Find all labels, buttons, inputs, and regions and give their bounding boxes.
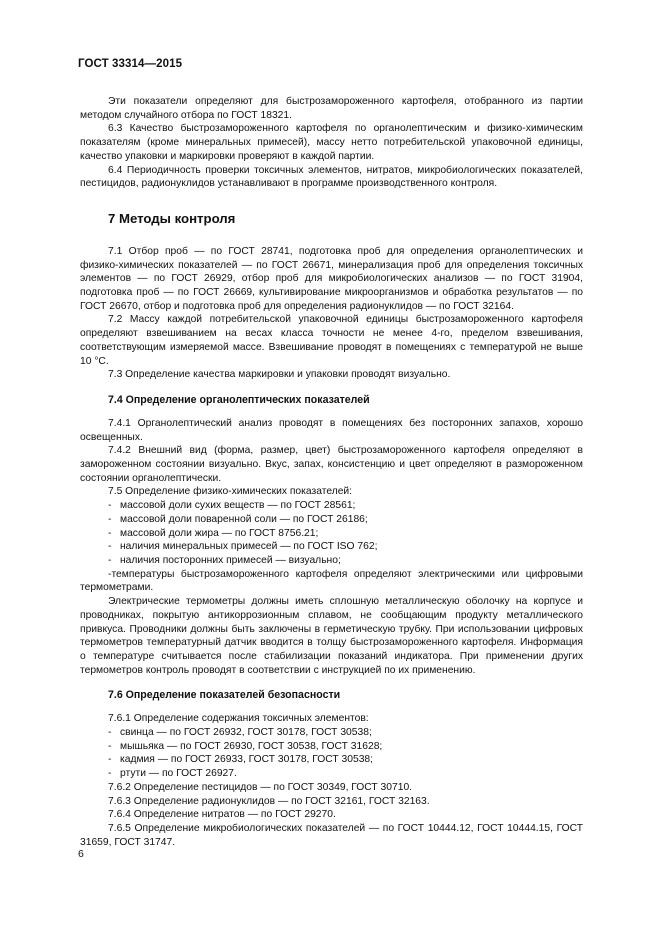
paragraph: 7.6.3 Определение радионуклидов — по ГОСТ 32161, ГОСТ 32163. [108,795,430,807]
paragraph: 7.3 Определение качества маркировки и упаковки проводят визуально. [108,369,451,381]
paragraph: 6.3 Качество быстрозамороженного картофеля по органолептическим и физико-химическим показателям (кроме минеральных примесей), массу нетто потребительской упаковочной единицы, качество упаковки и маркировки проверяют в каждой партии. [80,123,583,162]
list [80,726,583,781]
subsection-heading: 7.4 Определение органолептических показателей [108,393,370,406]
document-body [80,95,583,849]
list-item: - массовой доли сухих веществ — по ГОСТ 28561; [108,500,356,512]
document-header: ГОСТ 33314—2015 [78,58,183,70]
subsection-heading: 7.6 Определение показателей безопасности [108,689,341,702]
list-item: - массовой доли поваренной соли — по ГОСТ 26186; [108,513,368,525]
list-item: - массовой доли жира — по ГОСТ 8756.21; [108,527,319,539]
paragraph: Эти показатели определяют для быстрозамороженного картофеля, отобранного из партии методом случайного отбора по ГОСТ 18321. [80,96,583,121]
paragraph: 7.4.2 Внешний вид (форма, размер, цвет) быстрозамороженного картофеля определяют в замороженном состоянии визуально. Вкус, запах, консистенцию и цвет определяют в размороженном состоянии органолептически. [80,445,583,484]
list-item: -температуры быстрозамороженного картофеля определяют электрическими или цифровыми термометрами. [80,568,583,594]
paragraph: 7.4.1 Органолептический анализ проводят в помещениях без посторонних запахов, хорошо освещенных. [80,417,583,443]
paragraph: 7.6.4 Определение нитратов — по ГОСТ 29270. [108,809,336,821]
paragraph: 7.6.5 Определение микробиологических показателей — по ГОСТ 10444.12, ГОСТ 10444.15, ГОСТ 31659, ГОСТ 31747. [80,822,583,848]
page-number: 6 [78,848,84,860]
paragraph: Электрические термометры должны иметь сплошную металлическую оболочку на корпусе и проводниках, покрытую антикоррозионным сплавом, не сообщающим продукту металлического привкуса. Проводники должны быть заключены в герметическую трубку. При использовании цифровых термометров температурный датчик вводится в толщу быстрозамороженного картофеля. Информация о температуре считывается после стабилизации показаний индикатора. При применении других термометров контроль проводят в соответствии с инструкцией по их применению. [80,596,583,676]
list-item: - свинца — по ГОСТ 26932, ГОСТ 30178, ГОСТ 30538; [108,727,372,739]
paragraph: 7.1 Отбор проб — по ГОСТ 28741, подготовка проб для определения органолептических и физико-химических показателей — по ГОСТ 26671, минерализация проб для определения токсичных элементов — по ГОСТ 26929, отбор проб для микробиологических анализов — по ГОСТ 31904, подготовка проб — по ГОСТ 26669, культивирование микроорганизмов и обработка результатов — по ГОСТ 26670, отбор и подготовка проб для определения радионуклидов — по ГОСТ 32164. [80,245,583,312]
paragraph: 7.5 Определение физико-химических показателей: [108,486,353,498]
paragraph: 7.6.2 Определение пестицидов — по ГОСТ 30349, ГОСТ 30710. [108,781,413,793]
section-heading: 7 Методы контроля [108,210,236,226]
list-item: - кадмия — по ГОСТ 26933, ГОСТ 30178, ГОСТ 30538; [108,754,374,766]
list [80,499,583,595]
list-item: - наличия минеральных примесей — по ГОСТ ISO 762; [108,541,378,553]
paragraph: 7.2 Массу каждой потребительской упаковочной единицы быстрозамороженного картофеля определяют взвешиванием на весах класса точности не менее 4-го, пределом взвешивания, соответствующим измеряемой массе. Взвешивание проводят в помещениях с температурой не выше 10 °С. [80,314,583,367]
paragraph: 6.4 Периодичность проверки токсичных элементов, нитратов, микробиологических показателей, пестицидов, радионуклидов устанавливают в программе производственного контроля. [80,164,583,190]
paragraph: 7.6.1 Определение содержания токсичных элементов: [108,713,369,725]
list-item: - мышьяка — по ГОСТ 26930, ГОСТ 30538, ГОСТ 31628; [108,740,383,752]
list-item: - ртути — по ГОСТ 26927. [108,768,237,780]
list-item: - наличия посторонних примесей — визуально; [108,554,341,566]
